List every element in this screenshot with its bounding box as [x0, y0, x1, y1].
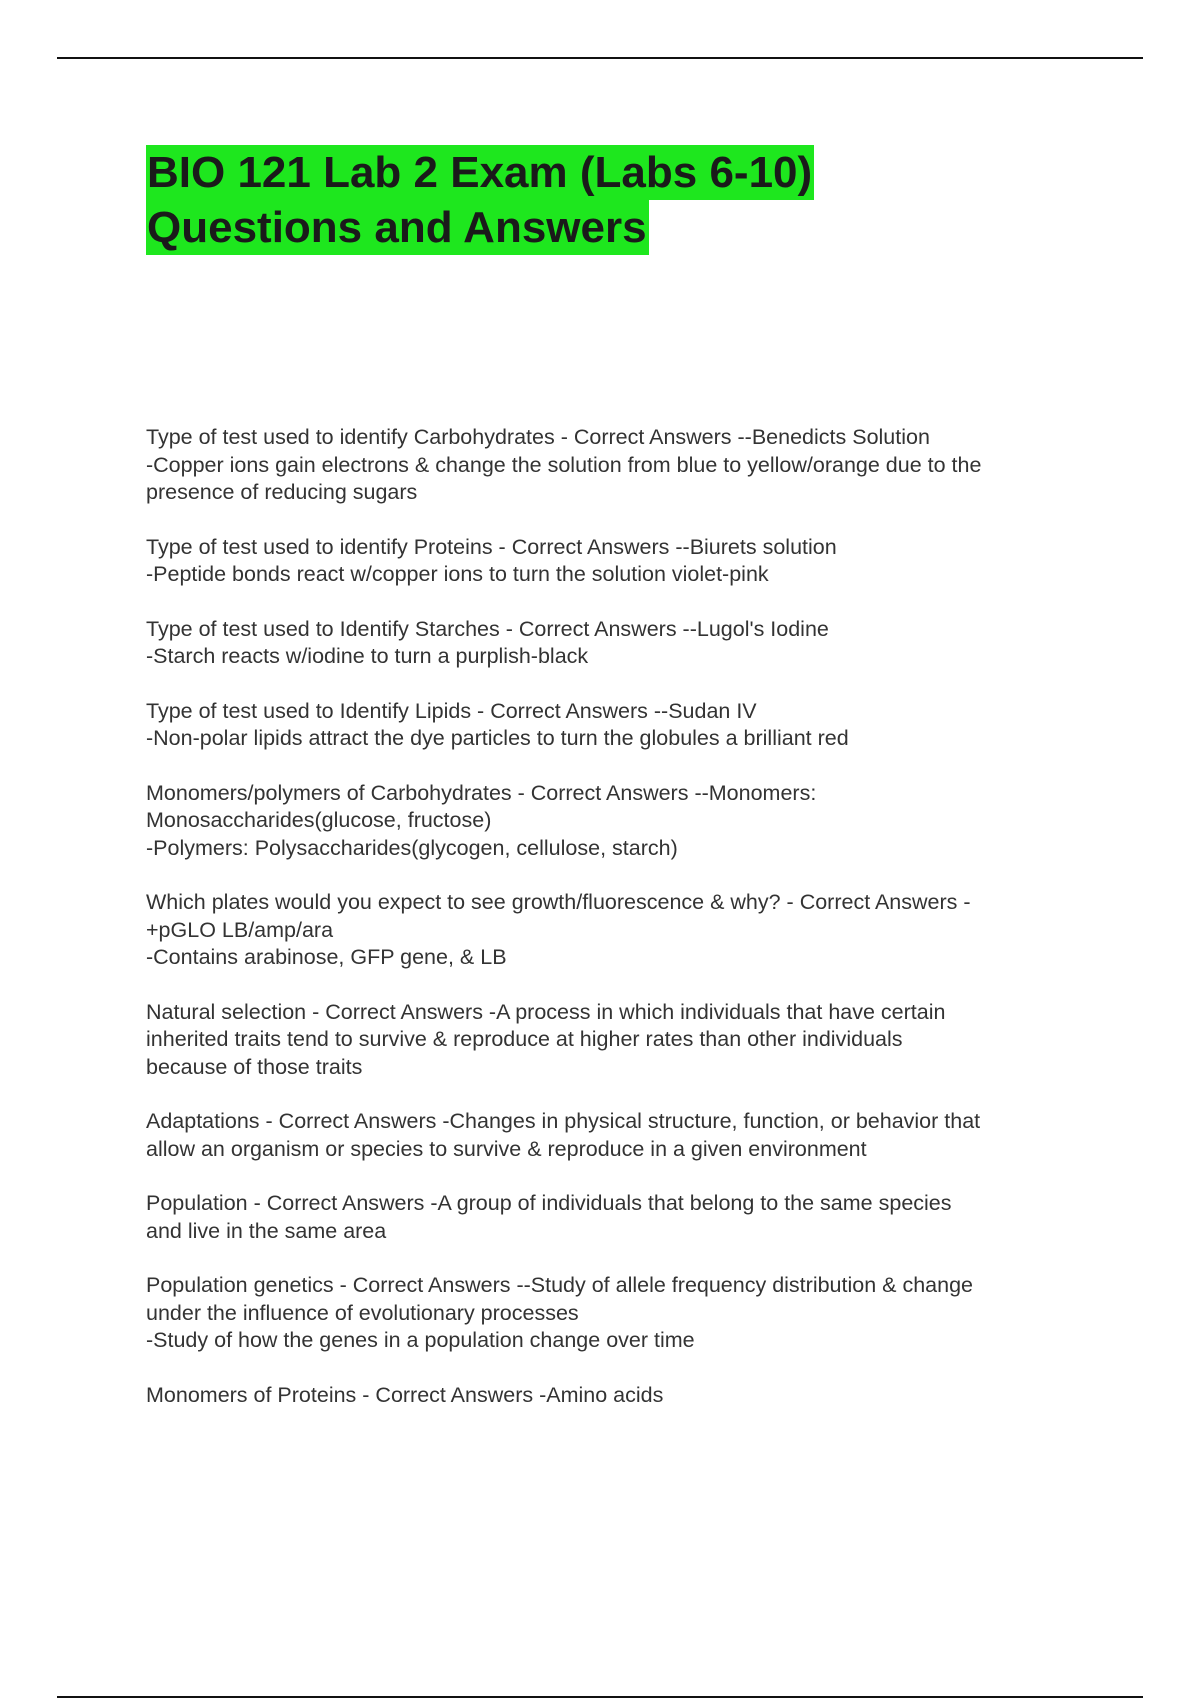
qa-line: -Peptide bonds react w/copper ions to turn the solution violet-pink — [146, 562, 769, 586]
qa-line: Monomers of Proteins - Correct Answers -Amino acids — [146, 1382, 664, 1407]
qa-line: under the influence of evolutionary processes — [146, 1300, 579, 1325]
qa-item — [146, 424, 1106, 507]
qa-line: inherited traits tend to survive & reproduce at higher rates than other individuals — [146, 1027, 903, 1051]
qa-line: because of those traits — [146, 1054, 363, 1079]
qa-item — [146, 616, 1106, 671]
qa-line: and live in the same area — [146, 1218, 387, 1243]
qa-line: Which plates would you expect to see growth/fluorescence & why? - Correct Answers - — [146, 890, 971, 914]
qa-item — [146, 999, 1106, 1082]
qa-line: +pGLO LB/amp/ara — [146, 917, 334, 942]
qa-line: -Study of how the genes in a population change over time — [146, 1328, 695, 1352]
qa-line: -Polymers: Polysaccharides(glycogen, cellulose, starch) — [146, 835, 678, 860]
qa-item — [146, 1272, 1106, 1355]
qa-line: -Contains arabinose, GFP gene, & LB — [146, 945, 507, 969]
qa-item — [146, 1108, 1106, 1163]
qa-line: -Non-polar lipids attract the dye particles to turn the globules a brilliant red — [146, 726, 849, 750]
qa-item — [146, 780, 1106, 863]
qa-line: presence of reducing sugars — [146, 480, 418, 504]
qa-item — [146, 1190, 1106, 1245]
qa-item — [146, 889, 1106, 972]
qa-item — [146, 1382, 1106, 1410]
qa-line: Type of test used to identify Carbohydrates - Correct Answers --Benedicts Solution — [146, 425, 930, 449]
qa-item — [146, 698, 1106, 753]
qa-line: Type of test used to identify Proteins - Correct Answers --Biurets solution — [146, 534, 837, 559]
qa-line: Monosaccharides(glucose, fructose) — [146, 808, 492, 832]
top-divider — [57, 57, 1143, 59]
qa-line: Natural selection - Correct Answers -A process in which individuals that have certain — [146, 999, 946, 1024]
qa-line: Population genetics - Correct Answers --Study of allele frequency distribution & change — [146, 1273, 973, 1297]
qa-item — [146, 534, 1106, 589]
title-line-2: Questions and Answers — [146, 200, 649, 255]
qa-line: Adaptations - Correct Answers -Changes in physical structure, function, or behavior that — [146, 1109, 981, 1133]
qa-line: Population - Correct Answers -A group of individuals that belong to the same species — [146, 1191, 952, 1215]
bottom-divider — [57, 1696, 1143, 1698]
qa-line: -Starch reacts w/iodine to turn a purplish-black — [146, 644, 589, 668]
document-title — [146, 145, 814, 255]
qa-line: Monomers/polymers of Carbohydrates - Correct Answers --Monomers: — [146, 780, 817, 805]
qa-list — [146, 424, 1106, 1436]
qa-line: Type of test used to Identify Starches - Correct Answers --Lugol's Iodine — [146, 616, 829, 641]
qa-line: allow an organism or species to survive & reproduce in a given environment — [146, 1136, 867, 1161]
title-line-1: BIO 121 Lab 2 Exam (Labs 6-10) — [146, 145, 814, 200]
qa-line: -Copper ions gain electrons & change the solution from blue to yellow/orange due to the — [146, 452, 982, 477]
qa-line: Type of test used to Identify Lipids - Correct Answers --Sudan IV — [146, 698, 757, 723]
